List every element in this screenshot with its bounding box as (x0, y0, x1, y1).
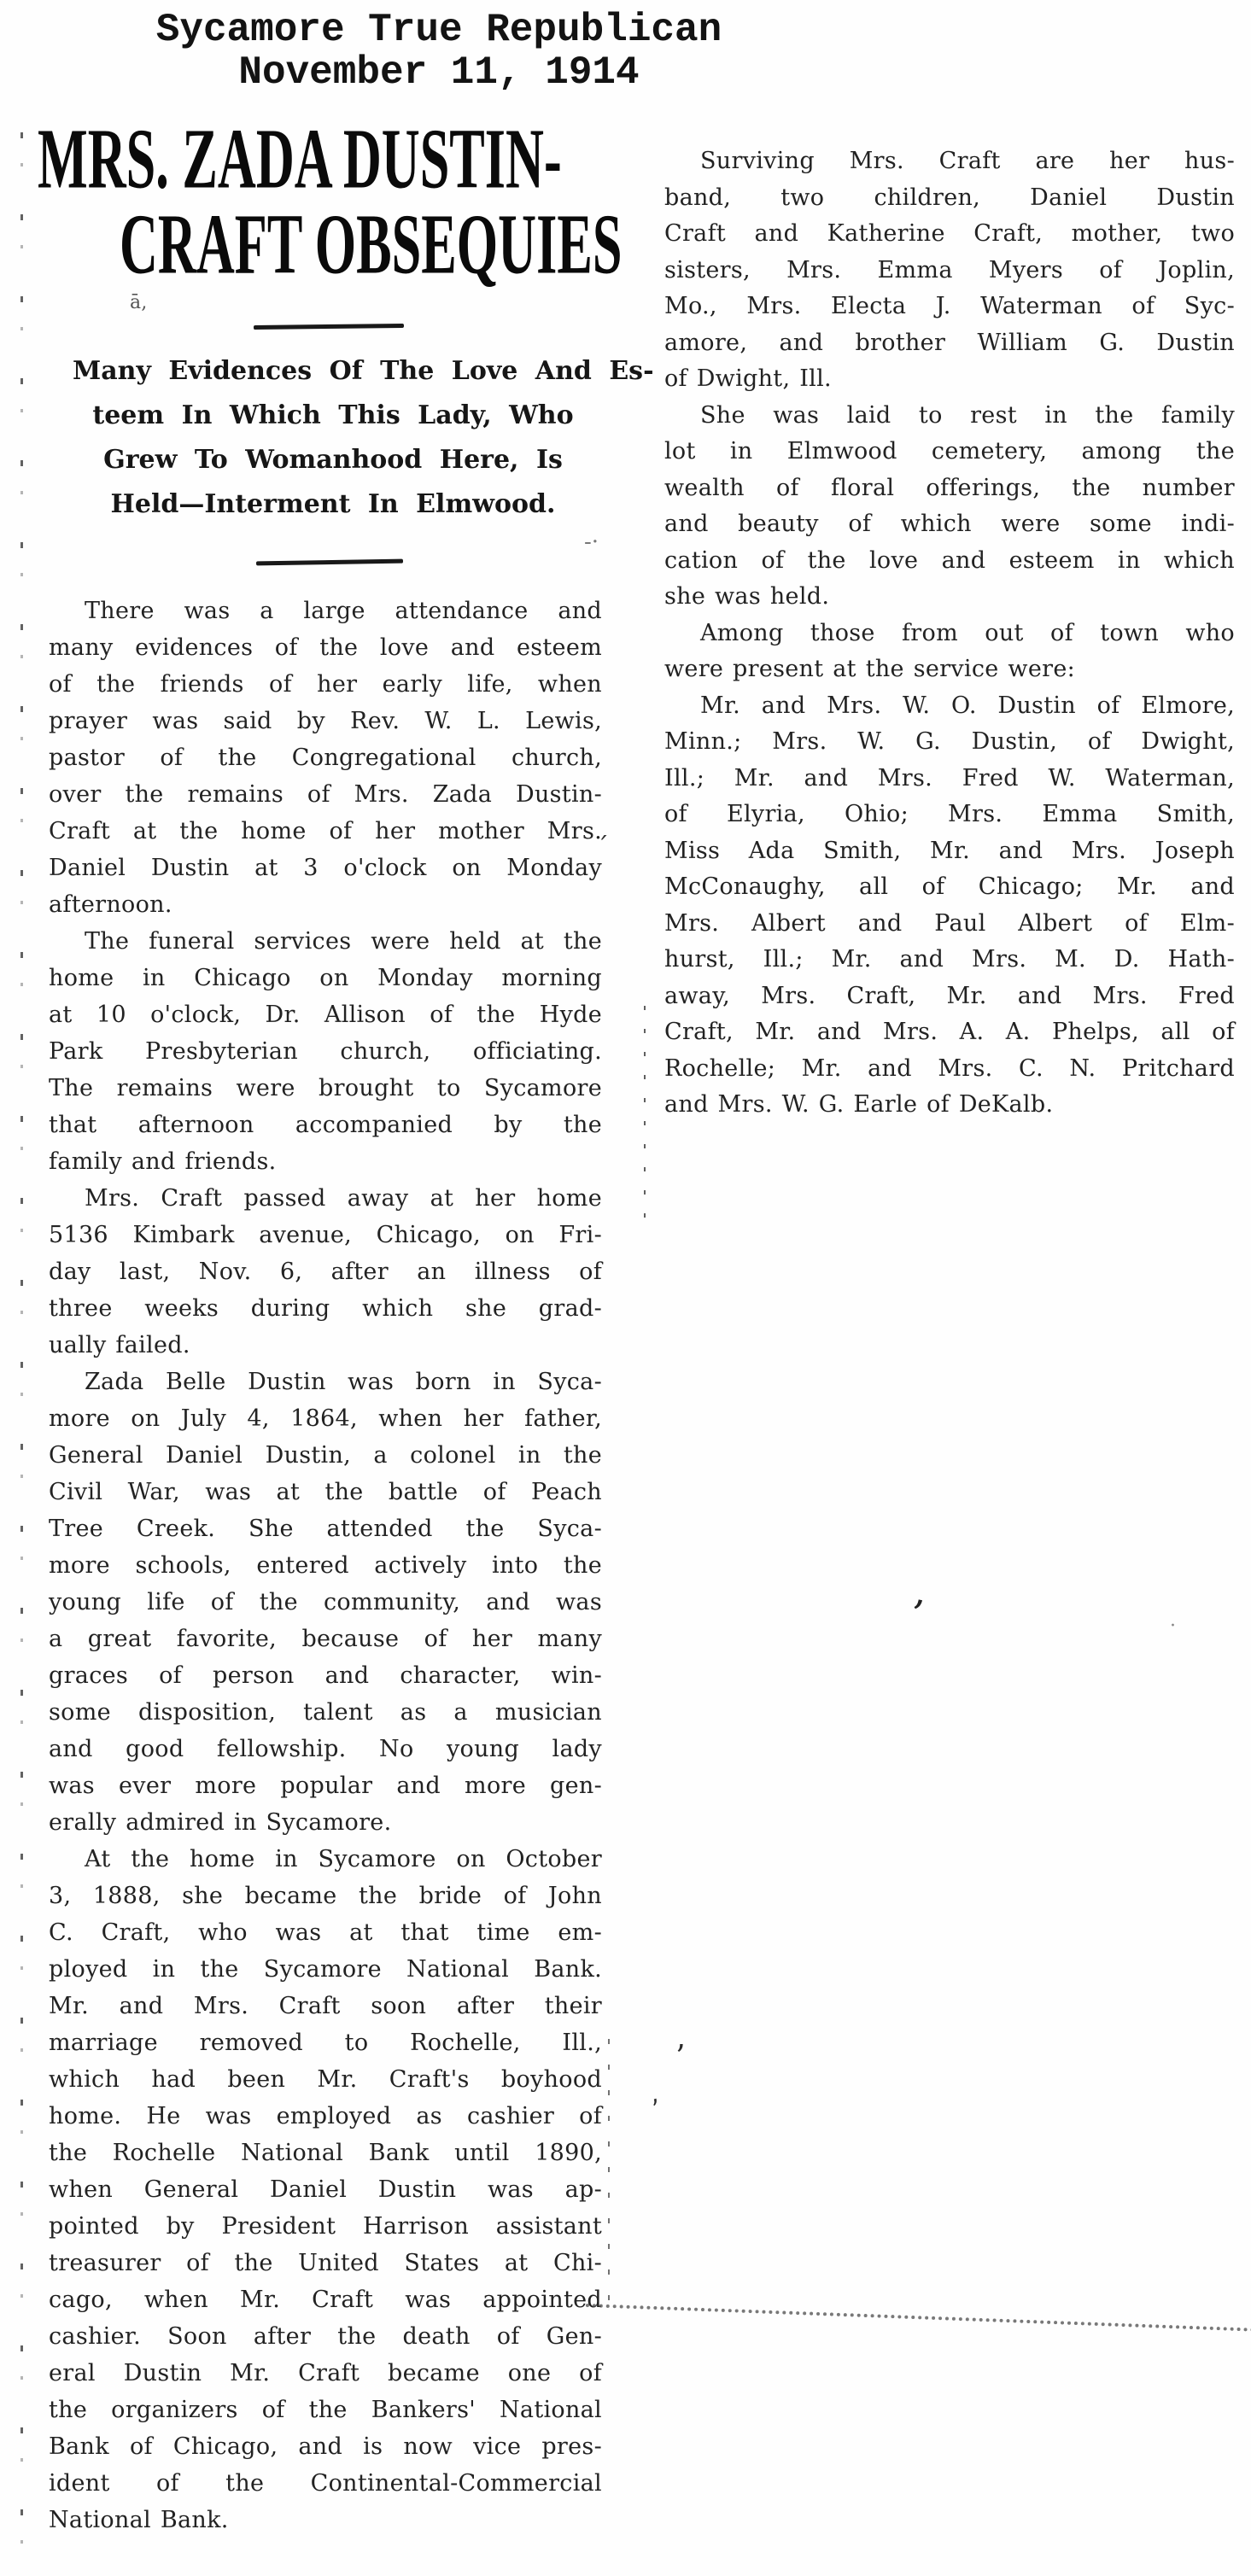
text-line: wealth of floral offerings, the number (664, 474, 1235, 501)
text-line: which had been Mr. Craft's boyhood (49, 2066, 602, 2093)
text-line: eral Dustin Mr. Craft became one of (49, 2360, 602, 2386)
paragraph (49, 1364, 602, 1841)
left-column (49, 593, 602, 2538)
text-line: over the remains of Mrs. Zada Dustin- (49, 781, 602, 808)
text-line: home in Chicago on Monday morning (49, 965, 602, 991)
text-line: The funeral services were held at the (85, 928, 602, 955)
text-line: afternoon. (49, 891, 172, 918)
text-line: of Dwight, Ill. (664, 365, 832, 392)
ink-smudge: ā‚ (130, 292, 148, 313)
text-line: Among those from out of town who (700, 619, 1235, 646)
column-edge-dashes (608, 2039, 610, 2314)
text-line: Bank of Chicago, and is now vice pres- (49, 2433, 602, 2460)
text-line: graces of person and character, win- (49, 1662, 602, 1689)
paragraph (664, 616, 1235, 688)
left-edge-fold-dashes (20, 132, 23, 2561)
stray-slash-mark: ʼ (903, 1591, 927, 1638)
text-line: three weeks during which she grad- (49, 1295, 602, 1322)
subheadline (73, 349, 654, 527)
text-line: that afternoon accompanied by the (49, 1112, 602, 1138)
text-line: At the home in Sycamore on October (85, 1846, 602, 1872)
text-line: treasurer of the United States at Chi- (49, 2250, 602, 2276)
text-line: sisters, Mrs. Emma Myers of Joplin, (664, 256, 1235, 283)
text-line: were present at the service were: (664, 656, 1075, 682)
text-line: cation of the love and esteem in which (664, 546, 1235, 574)
paragraph (49, 1180, 602, 1364)
text-line: prayer was said by Rev. W. L. Lewis, (49, 708, 602, 734)
text-line: Mo., Mrs. Electa J. Waterman of Syc- (664, 293, 1235, 319)
text-line: cashier. Soon after the death of Gen- (49, 2323, 602, 2350)
text-line: Mrs. Craft passed away at her home (85, 1185, 602, 1212)
text-line: 3, 1888, she became the bride of John (49, 1883, 602, 1909)
text-line: pastor of the Congregational church, (49, 745, 602, 771)
text-line: There was a large attendance and (85, 598, 602, 624)
text-line: more on July 4, 1864, when her father, (49, 1405, 602, 1432)
deck-line: Held—Interment In Elmwood. (110, 489, 556, 519)
text-line: Minn.; Mrs. W. G. Dustin, of Dwight, (664, 728, 1235, 755)
masthead (154, 9, 724, 94)
ink-smudge: -· (584, 529, 599, 555)
text-line: when General Daniel Dustin was ap- (49, 2176, 602, 2203)
paragraph (664, 688, 1235, 1124)
text-line: ployed in the Sycamore National Bank. (49, 1956, 602, 1983)
text-line: family and friends. (49, 1148, 277, 1175)
deck-line: Many Evidences Of The Love And Es- (73, 356, 654, 386)
text-line: ident of the Continental-Commercial (49, 2470, 602, 2497)
text-line: Park Presbyterian church, officiating. (49, 1038, 602, 1065)
divider-rule-bottom (256, 559, 403, 566)
text-line: the Rochelle National Bank until 1890, (49, 2140, 602, 2166)
stray-comma-mark: ‚ (644, 2078, 662, 2110)
text-line: She was laid to rest in the family (700, 401, 1235, 429)
text-line: Mr. and Mrs. W. O. Dustin of Elmore, (700, 692, 1235, 719)
text-line: Zada Belle Dustin was born in Syca- (85, 1369, 602, 1395)
paragraph (49, 923, 602, 1180)
text-line: marriage removed to Rochelle, Ill., (49, 2030, 602, 2056)
text-line: hurst, Ill.; Mr. and Mrs. M. D. Hath- (664, 946, 1235, 973)
stray-apostrophe-mark: ʼ (675, 2040, 685, 2075)
text-line: day last, Nov. 6, after an illness of (49, 1259, 602, 1285)
text-line: the organizers of the Bankers' National (49, 2397, 602, 2423)
text-line: cago, when Mr. Craft was appointed (49, 2287, 602, 2313)
headline-line-1: MRS. ZADA DUSTIN- (38, 110, 562, 207)
text-line: Craft, Mr. and Mrs. A. A. Phelps, all of (664, 1019, 1235, 1045)
text-line: lot in Elmwood cemetery, among the (664, 438, 1235, 464)
text-line: Tree Creek. She attended the Syca- (49, 1516, 602, 1542)
text-line: Rochelle; Mr. and Mrs. C. N. Pritchard (664, 1054, 1235, 1082)
text-line: young life of the community, and was (49, 1589, 602, 1615)
headline-line-2: CRAFT OBSEQUIES (120, 196, 623, 292)
text-line: at 10 o'clock, Dr. Allison of the Hyde (49, 1002, 602, 1028)
text-line: and beauty of which were some indi- (664, 511, 1235, 537)
text-line: Surviving Mrs. Craft are her hus- (700, 148, 1235, 174)
deck-line: Grew To Womanhood Here, Is (103, 445, 563, 475)
text-line: home. He was employed as cashier of (49, 2103, 602, 2129)
text-line: of Elyria, Ohio; Mrs. Emma Smith, (664, 801, 1235, 827)
text-line: Mrs. Albert and Paul Albert of Elm- (664, 909, 1235, 937)
text-line: Daniel Dustin at 3 o'clock on Monday (49, 855, 602, 881)
column-gap-dashes (644, 1006, 646, 1235)
text-line: amore, and brother William G. Dustin (664, 329, 1235, 356)
text-line: 5136 Kimbark avenue, Chicago, on Fri- (49, 1222, 602, 1248)
text-line: some disposition, talent as a musician (49, 1699, 602, 1726)
text-line: National Bank. (49, 2507, 229, 2533)
right-column (664, 143, 1235, 1124)
text-line: Craft at the home of her mother Mrs. (49, 818, 602, 844)
deck-line: teem In Which This Lady, Who (92, 400, 574, 430)
dotted-fold-line (586, 2304, 1251, 2332)
stray-dot-mark: · (1170, 1615, 1176, 1637)
text-line: General Daniel Dustin, a colonel in the (49, 1442, 602, 1469)
text-line: more schools, entered actively into the (49, 1552, 602, 1579)
divider-rule-top (254, 324, 404, 330)
text-line: pointed by President Harrison assistant (49, 2213, 602, 2240)
text-line: Craft and Katherine Craft, mother, two (664, 220, 1235, 247)
text-line: The remains were brought to Sycamore (49, 1075, 602, 1101)
text-line: band, two children, Daniel Dustin (664, 184, 1235, 211)
text-line: and Mrs. W. G. Earle of DeKalb. (664, 1091, 1054, 1118)
text-line: she was held. (664, 583, 830, 610)
newspaper-title: Sycamore True Republican (155, 8, 722, 52)
text-line: ually failed. (49, 1332, 190, 1358)
paragraph (49, 593, 602, 923)
text-line: of the friends of her early life, when (49, 671, 602, 698)
text-line: Miss Ada Smith, Mr. and Mrs. Joseph (664, 837, 1235, 864)
text-line: was ever more popular and more gen- (49, 1773, 602, 1799)
paragraph (664, 398, 1235, 616)
text-line: away, Mrs. Craft, Mr. and Mrs. Fred (664, 982, 1235, 1009)
text-line: erally admired in Sycamore. (49, 1809, 392, 1836)
text-line: McConaughy, all of Chicago; Mr. and (664, 873, 1235, 900)
text-line: a great favorite, because of her many (49, 1626, 602, 1652)
text-line: Ill.; Mr. and Mrs. Fred W. Waterman, (664, 764, 1235, 791)
paragraph (49, 1841, 602, 2538)
stray-tick-mark: ˊ (596, 832, 609, 862)
text-line: and good fellowship. No young lady (49, 1736, 602, 1762)
paragraph (664, 143, 1235, 398)
text-line: Mr. and Mrs. Craft soon after their (49, 1993, 602, 2019)
text-line: Civil War, was at the battle of Peach (49, 1479, 602, 1505)
text-line: C. Craft, who was at that time em- (49, 1919, 602, 1946)
text-line: many evidences of the love and esteem (49, 634, 602, 661)
issue-date: November 11, 1914 (238, 50, 640, 95)
